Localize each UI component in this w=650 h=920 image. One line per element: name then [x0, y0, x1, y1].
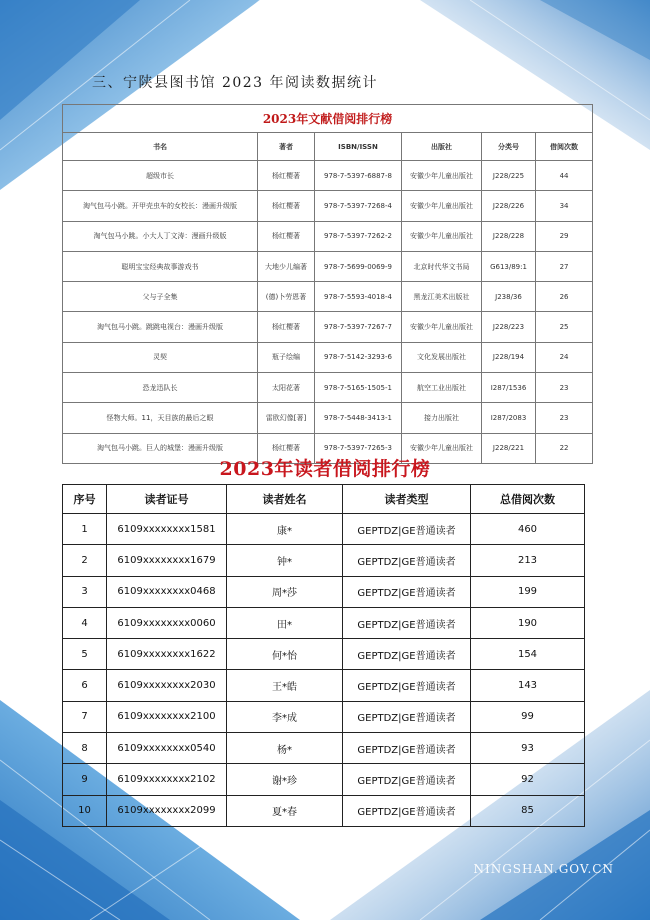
- table-cell: 太阳花著: [258, 373, 315, 403]
- table-cell: I287/1536: [482, 373, 536, 403]
- table-row: [63, 514, 585, 545]
- table-cell: 淘气包马小跳。巨人的城堡：漫画升级版: [63, 433, 258, 463]
- table-cell: 26: [536, 282, 593, 312]
- column-header: 书名: [63, 133, 258, 161]
- column-header: 分类号: [482, 133, 536, 161]
- table-row: [63, 764, 585, 795]
- table-cell: 10: [63, 795, 107, 826]
- table-cell: 9: [63, 764, 107, 795]
- table-cell: 6109xxxxxxxx0540: [107, 733, 227, 764]
- table-cell: GEPTDZ|GE普通读者: [343, 514, 471, 545]
- table-cell: 安徽少年儿童出版社: [402, 312, 482, 342]
- table-cell: 92: [471, 764, 585, 795]
- table-cell: J228/228: [482, 221, 536, 251]
- table-row: [63, 403, 593, 433]
- table-cell: 5: [63, 639, 107, 670]
- table-cell: 怪物大师。11，天目族的最后之眼: [63, 403, 258, 433]
- table-row: [63, 312, 593, 342]
- table-cell: 文化发展出版社: [402, 342, 482, 372]
- table-cell: 8: [63, 733, 107, 764]
- table-cell: GEPTDZ|GE普通读者: [343, 639, 471, 670]
- table-cell: GEPTDZ|GE普通读者: [343, 607, 471, 638]
- table-cell: 978-7-5165-1505-1: [315, 373, 402, 403]
- table-cell: 杨红樱著: [258, 433, 315, 463]
- table-cell: 雷欧幻像[著]: [258, 403, 315, 433]
- table-cell: 父与子全集: [63, 282, 258, 312]
- table-cell: 978-7-5397-7267-7: [315, 312, 402, 342]
- table-cell: 聪明宝宝经典故事游戏书: [63, 251, 258, 281]
- table-cell: (德)卜劳恩著: [258, 282, 315, 312]
- table-cell: 978-7-5397-7268-4: [315, 191, 402, 221]
- table-cell: 杨红樱著: [258, 191, 315, 221]
- table-cell: 99: [471, 701, 585, 732]
- table-cell: 25: [536, 312, 593, 342]
- table-cell: J228/223: [482, 312, 536, 342]
- table-row: [63, 282, 593, 312]
- table-cell: 安徽少年儿童出版社: [402, 221, 482, 251]
- table-cell: GEPTDZ|GE普通读者: [343, 733, 471, 764]
- table-cell: J228/225: [482, 161, 536, 191]
- table-cell: J238/36: [482, 282, 536, 312]
- table-cell: GEPTDZ|GE普通读者: [343, 545, 471, 576]
- table-cell: 何*怡: [227, 639, 343, 670]
- table-cell: 27: [536, 251, 593, 281]
- table-cell: 978-7-5448-3413-1: [315, 403, 402, 433]
- table-cell: 恐龙迅队长: [63, 373, 258, 403]
- table-cell: 杨红樱著: [258, 161, 315, 191]
- table-cell: GEPTDZ|GE普通读者: [343, 701, 471, 732]
- table-row: [63, 221, 593, 251]
- column-header: 读者类型: [343, 485, 471, 514]
- table-cell: 6109xxxxxxxx1581: [107, 514, 227, 545]
- table-row: [63, 576, 585, 607]
- table-cell: 6109xxxxxxxx1622: [107, 639, 227, 670]
- table-cell: 190: [471, 607, 585, 638]
- table-row: [63, 373, 593, 403]
- table-row: [63, 191, 593, 221]
- table-cell: 淘气包马小跳。小大人丁文涛：漫画升级版: [63, 221, 258, 251]
- table-cell: 978-7-5142-3293-6: [315, 342, 402, 372]
- table-cell: I287/2083: [482, 403, 536, 433]
- table-cell: GEPTDZ|GE普通读者: [343, 576, 471, 607]
- table-cell: 谢*珍: [227, 764, 343, 795]
- column-header: 借阅次数: [536, 133, 593, 161]
- table-cell: 安徽少年儿童出版社: [402, 191, 482, 221]
- table-cell: 24: [536, 342, 593, 372]
- column-header: 读者姓名: [227, 485, 343, 514]
- table-cell: J228/194: [482, 342, 536, 372]
- column-header: 著者: [258, 133, 315, 161]
- table-cell: G613/89:1: [482, 251, 536, 281]
- table-cell: 安徽少年儿童出版社: [402, 433, 482, 463]
- table-cell: 22: [536, 433, 593, 463]
- table-cell: 213: [471, 545, 585, 576]
- table-cell: GEPTDZ|GE普通读者: [343, 795, 471, 826]
- table-cell: 978-7-5397-7262-2: [315, 221, 402, 251]
- table-cell: 3: [63, 576, 107, 607]
- table-cell: 23: [536, 403, 593, 433]
- table-cell: 杨红樱著: [258, 312, 315, 342]
- table-cell: 航空工业出版社: [402, 373, 482, 403]
- table-cell: 143: [471, 670, 585, 701]
- reader-ranking-table: [62, 484, 585, 827]
- table-cell: 6: [63, 670, 107, 701]
- table-row: [63, 342, 593, 372]
- reader-table-title: 2023年读者借阅排行榜: [219, 458, 431, 480]
- table-cell: 北京时代华文书局: [402, 251, 482, 281]
- table-row: [63, 701, 585, 732]
- table-cell: 康*: [227, 514, 343, 545]
- table-cell: 杨*: [227, 733, 343, 764]
- table-cell: 978-7-5593-4018-4: [315, 282, 402, 312]
- column-header: 总借阅次数: [471, 485, 585, 514]
- table-cell: 淘气包马小跳。跳跳电视台：漫画升级版: [63, 312, 258, 342]
- table-cell: GEPTDZ|GE普通读者: [343, 670, 471, 701]
- table-cell: 黑龙江美术出版社: [402, 282, 482, 312]
- table-row: [63, 795, 585, 826]
- site-watermark: NINGSHAN.GOV.CN: [473, 862, 614, 876]
- column-header: ISBN/ISSN: [315, 133, 402, 161]
- table-row: [63, 733, 585, 764]
- literature-ranking-table: [62, 104, 593, 464]
- table-cell: 23: [536, 373, 593, 403]
- table-row: [63, 545, 585, 576]
- table-cell: 淘气包马小跳。开甲壳虫车的女校长：漫画升级版: [63, 191, 258, 221]
- table-cell: 杨红樱著: [258, 221, 315, 251]
- table-cell: 154: [471, 639, 585, 670]
- table-row: [63, 670, 585, 701]
- column-header: 序号: [63, 485, 107, 514]
- table-cell: 大地少儿编著: [258, 251, 315, 281]
- literature-table-title: 2023年文献借阅排行榜: [63, 105, 593, 133]
- table-cell: 李*成: [227, 701, 343, 732]
- table-cell: 接力出版社: [402, 403, 482, 433]
- table-row: [63, 639, 585, 670]
- table-cell: 6109xxxxxxxx1679: [107, 545, 227, 576]
- table-cell: 2: [63, 545, 107, 576]
- table-cell: 85: [471, 795, 585, 826]
- table-cell: 钟*: [227, 545, 343, 576]
- table-cell: GEPTDZ|GE普通读者: [343, 764, 471, 795]
- table-cell: 6109xxxxxxxx2030: [107, 670, 227, 701]
- table-cell: 夏*春: [227, 795, 343, 826]
- table-cell: 199: [471, 576, 585, 607]
- table-cell: 安徽少年儿童出版社: [402, 161, 482, 191]
- table-cell: 超级市长: [63, 161, 258, 191]
- table-cell: 田*: [227, 607, 343, 638]
- table-cell: 29: [536, 221, 593, 251]
- table-cell: 978-7-5397-6887-8: [315, 161, 402, 191]
- table-cell: 7: [63, 701, 107, 732]
- table-cell: 1: [63, 514, 107, 545]
- table-cell: 6109xxxxxxxx0468: [107, 576, 227, 607]
- table-cell: 34: [536, 191, 593, 221]
- table-cell: 460: [471, 514, 585, 545]
- table-cell: 6109xxxxxxxx2100: [107, 701, 227, 732]
- table-cell: 6109xxxxxxxx0060: [107, 607, 227, 638]
- table-cell: J228/221: [482, 433, 536, 463]
- table-cell: 王*皓: [227, 670, 343, 701]
- table-cell: 978-7-5397-7265-3: [315, 433, 402, 463]
- table-cell: 4: [63, 607, 107, 638]
- table-cell: 93: [471, 733, 585, 764]
- table-row: [63, 251, 593, 281]
- section-heading: 三、宁陕县图书馆 2023 年阅读数据统计: [92, 75, 379, 91]
- table-cell: 6109xxxxxxxx2102: [107, 764, 227, 795]
- table-cell: 周*莎: [227, 576, 343, 607]
- column-header: 读者证号: [107, 485, 227, 514]
- table-cell: 灵契: [63, 342, 258, 372]
- table-row: [63, 161, 593, 191]
- table-cell: 6109xxxxxxxx2099: [107, 795, 227, 826]
- table-cell: 44: [536, 161, 593, 191]
- table-cell: 978-7-5699-0069-9: [315, 251, 402, 281]
- column-header: 出版社: [402, 133, 482, 161]
- table-cell: 瓶子绘编: [258, 342, 315, 372]
- table-row: [63, 607, 585, 638]
- table-cell: J228/226: [482, 191, 536, 221]
